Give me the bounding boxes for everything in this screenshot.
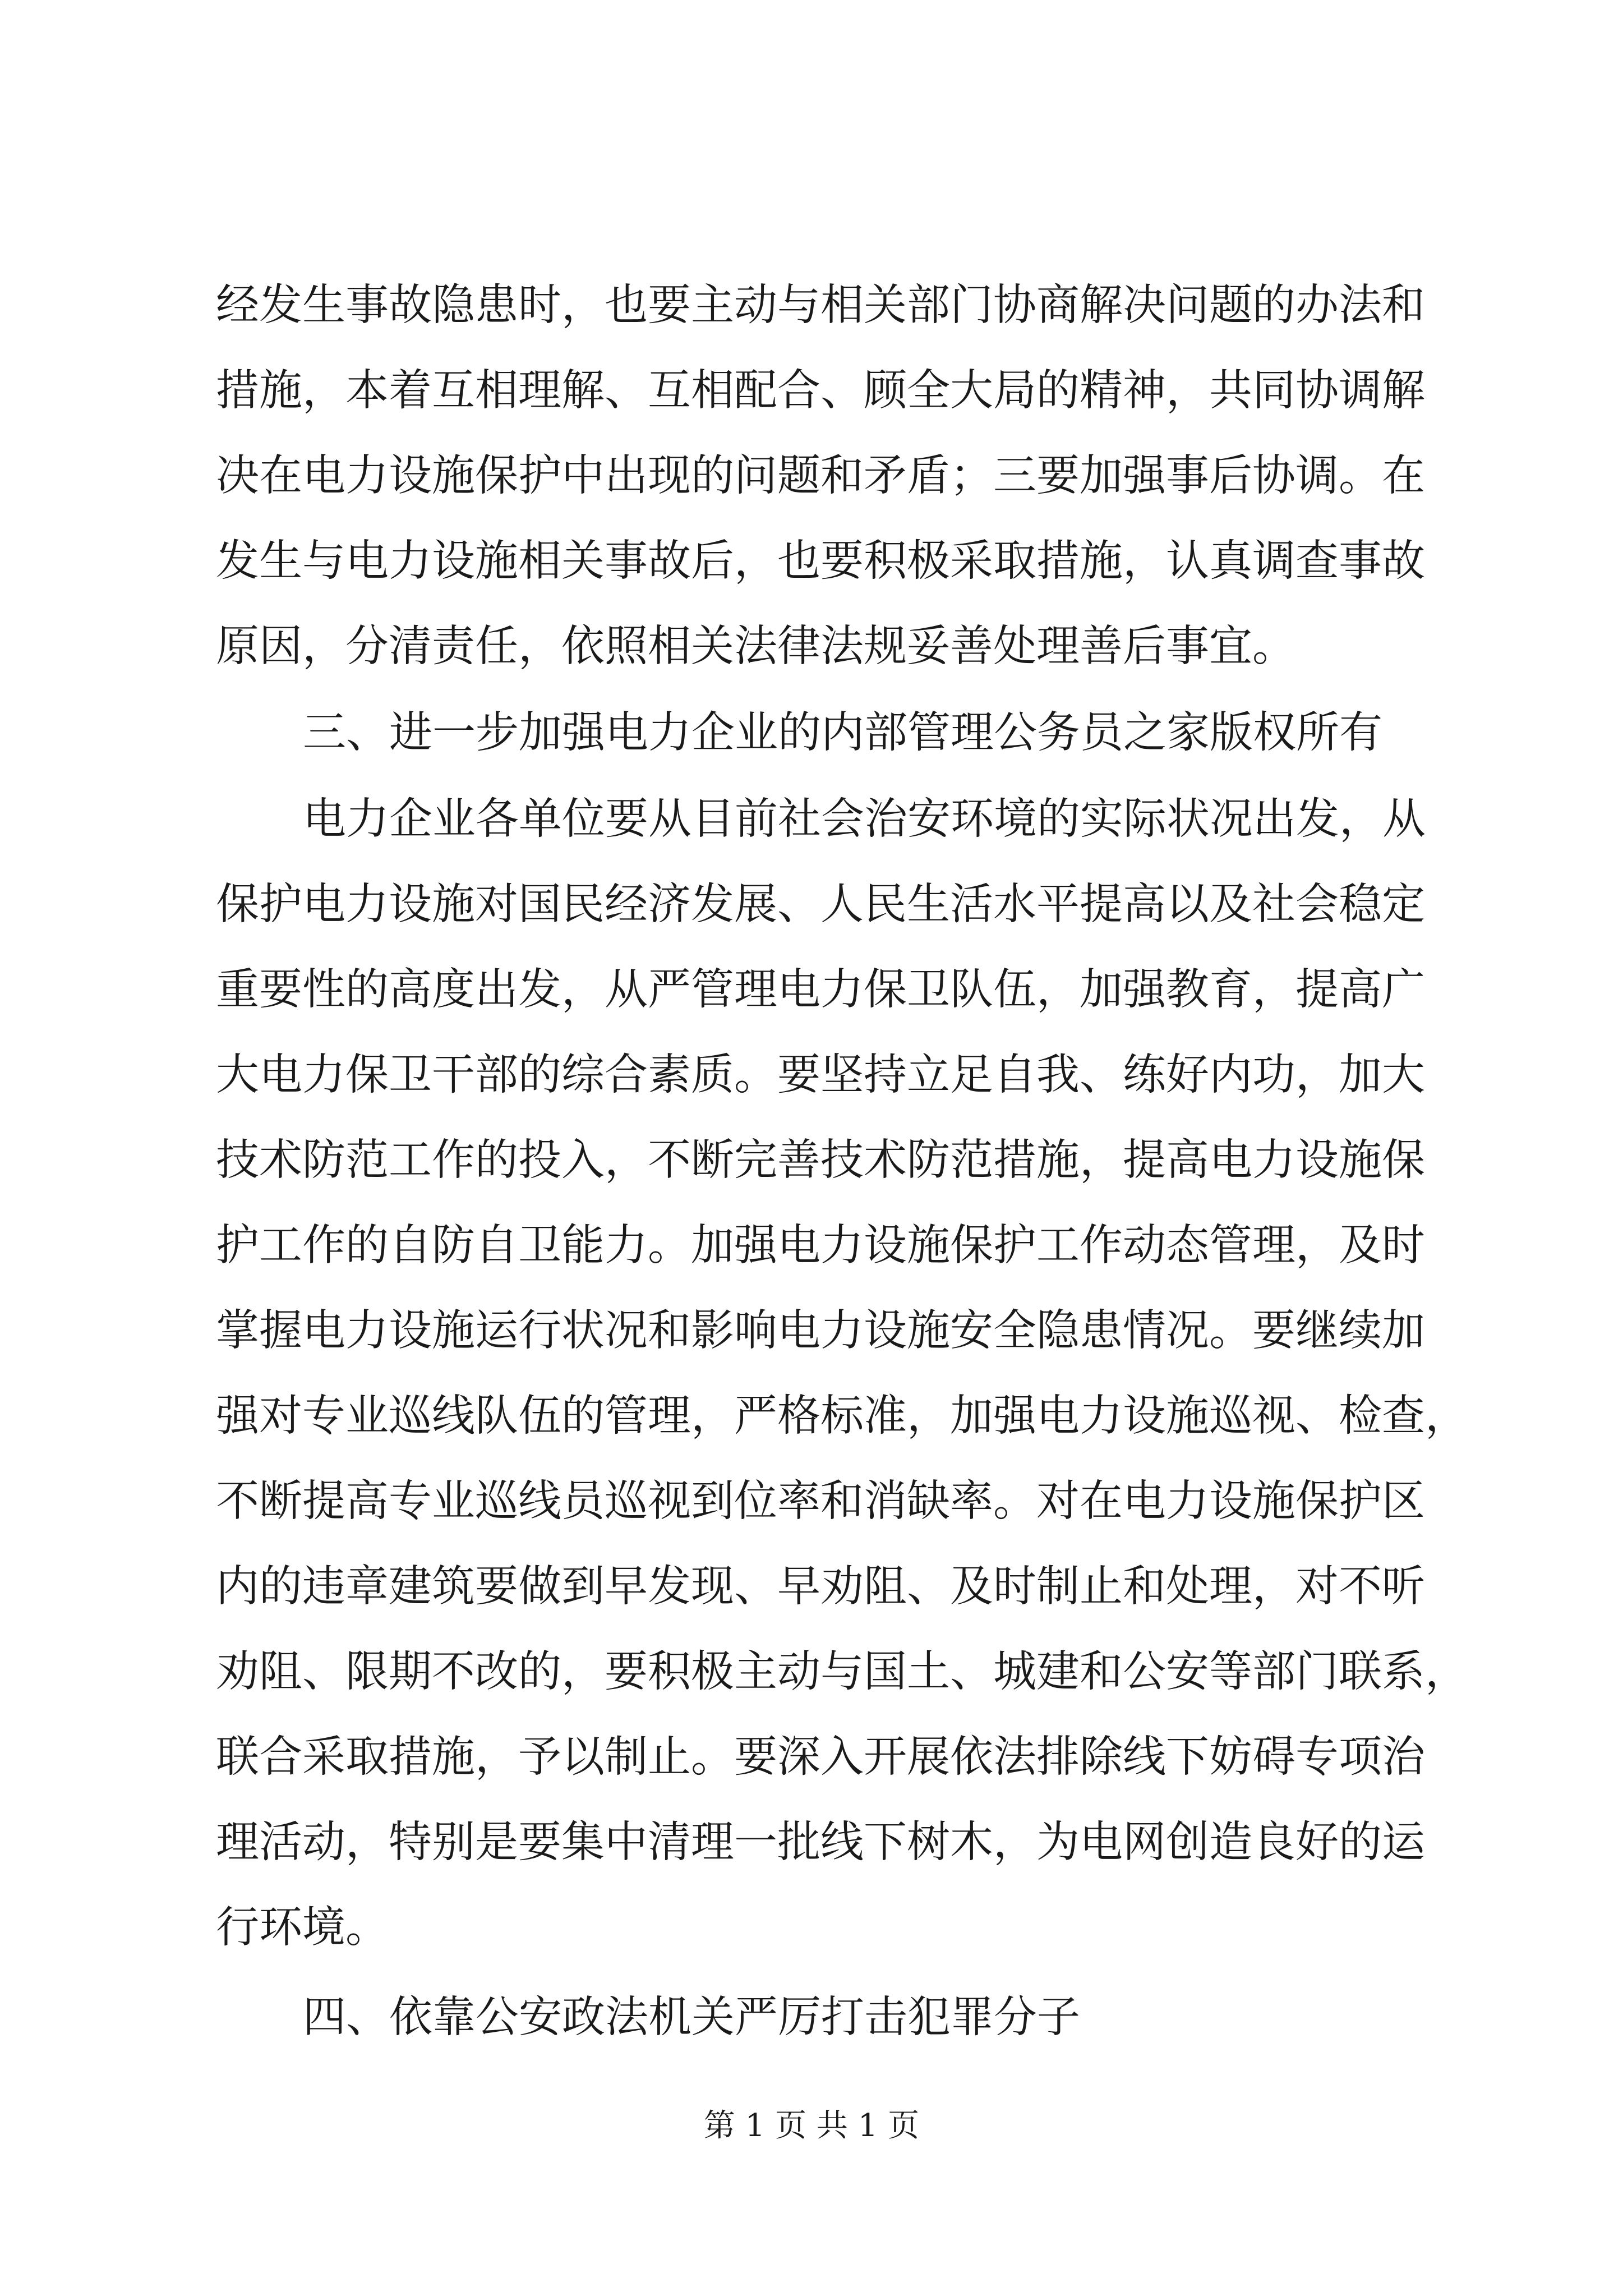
text-line: 措施，本着互相理解、互相配合、顾全大局的精神，共同协调解 (216, 366, 1425, 416)
text-line: 掌握电力设施运行状况和影响电力设施安全隐患情况。要继续加 (216, 1306, 1425, 1356)
text-line: 理活动，特别是要集中清理一批线下树木，为电网创造良好的运 (216, 1818, 1425, 1867)
text-line: 原因，分清责任，依照相关法律法规妥善处理善后事宜。 (216, 622, 1295, 671)
text-line: 劝阻、限期不改的，要积极主动与国土、城建和公安等部门联系， (216, 1647, 1468, 1697)
text-line: 不断提高专业巡线员巡视到位率和消缺率。对在电力设施保护区 (216, 1476, 1425, 1526)
text-line: 大电力保卫干部的综合素质。要坚持立足自我、练好内功，加大 (216, 1050, 1425, 1100)
text-line: 联合采取措施，予以制止。要深入开展依法排除线下妨碍专项治 (216, 1732, 1425, 1782)
text-line: 电力企业各单位要从目前社会治安环境的实际状况出发，从 (303, 794, 1426, 844)
text-line: 重要性的高度出发，从严管理电力保卫队伍，加强教育，提高广 (216, 965, 1425, 1015)
text-line: 决在电力设施保护中出现的问题和矛盾；三要加强事后协调。在 (216, 451, 1425, 501)
text-line: 行环境。 (216, 1903, 389, 1953)
text-line: 技术防范工作的投入，不断完善技术防范措施，提高电力设施保 (216, 1135, 1425, 1185)
text-line: 强对专业巡线队伍的管理，严格标准，加强电力设施巡视、检查， (216, 1391, 1468, 1441)
text-line: 内的违章建筑要做到早发现、早劝阻、及时制止和处理，对不听 (216, 1562, 1425, 1612)
text-line: 保护电力设施对国民经济发展、人民生活水平提高以及社会稳定 (216, 880, 1425, 930)
page-footer: 第 1 页 共 1 页 (703, 2108, 920, 2144)
section-heading: 四、依靠公安政法机关严厉打击犯罪分子 (303, 1993, 1080, 2042)
section-heading: 三、进一步加强电力企业的内部管理公务员之家版权所有 (303, 708, 1382, 758)
text-line: 发生与电力设施相关事故后，也要积极采取措施，认真调查事故 (216, 536, 1425, 586)
text-line: 经发生事故隐患时，也要主动与相关部门协商解决问题的办法和 (216, 280, 1425, 330)
text-line: 护工作的自防自卫能力。加强电力设施保护工作动态管理，及时 (216, 1221, 1425, 1271)
